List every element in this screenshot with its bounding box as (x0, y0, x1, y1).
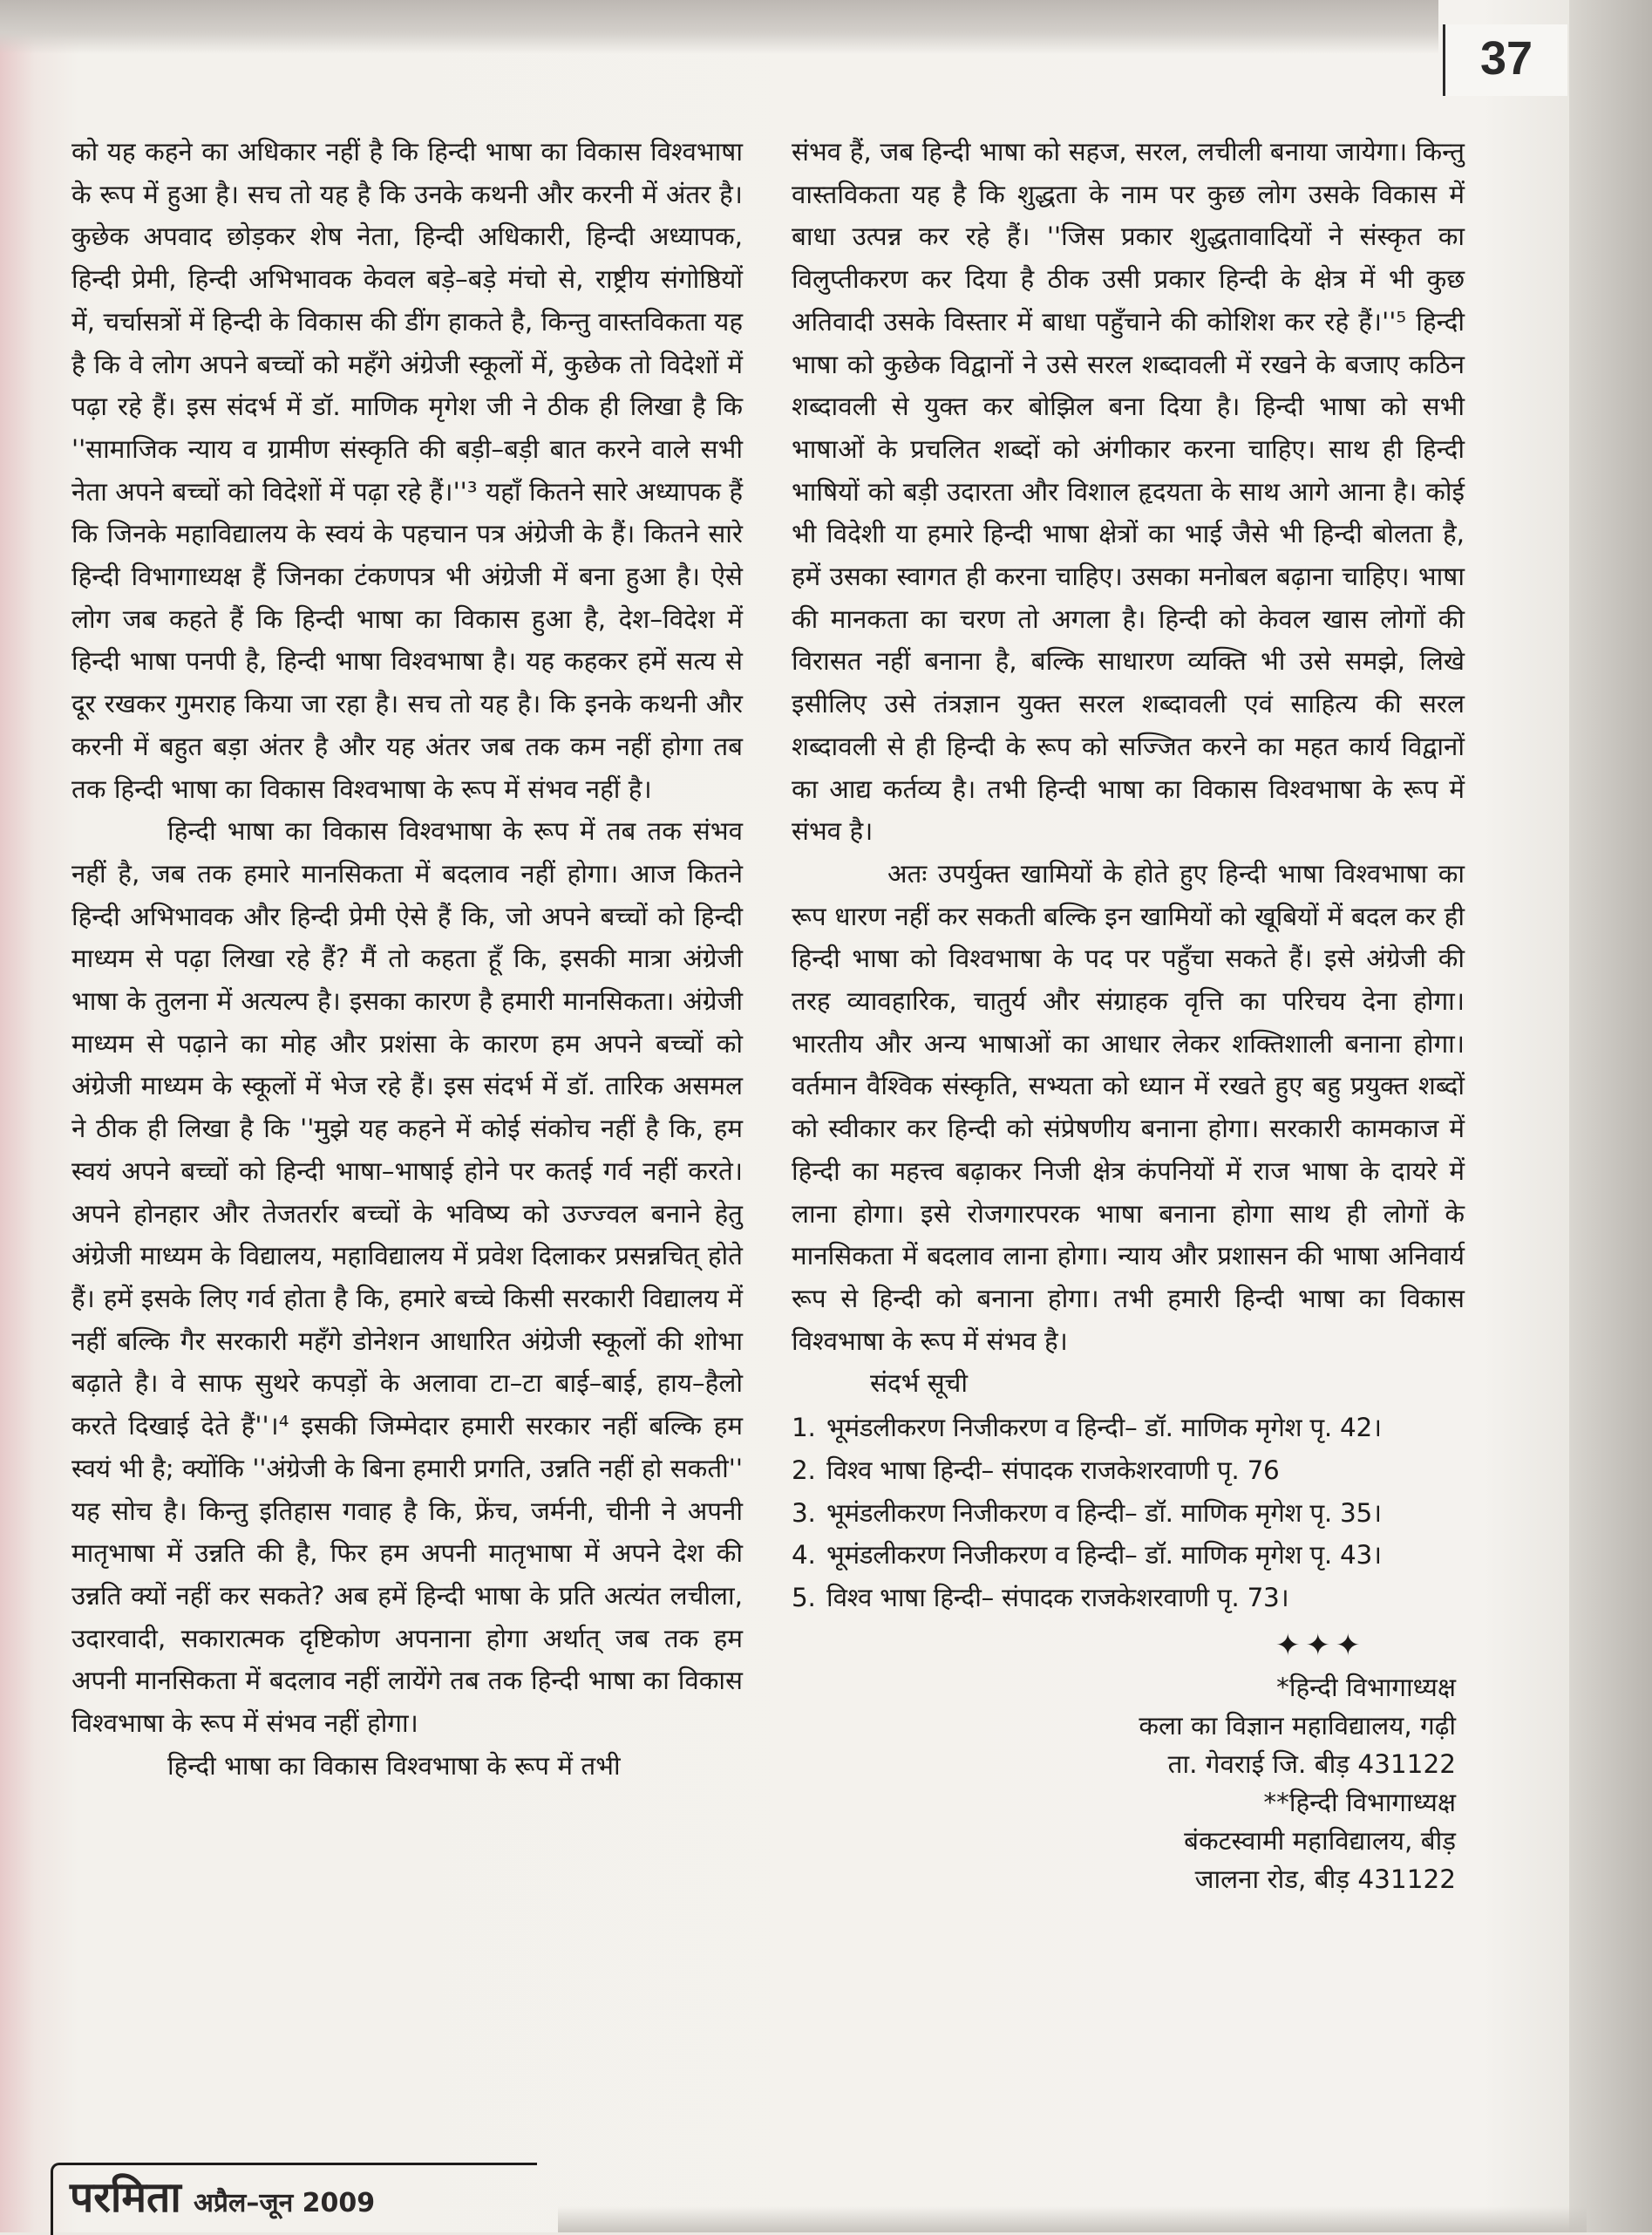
page-top-shadow (0, 0, 1438, 54)
reference-number: 2. (792, 1455, 816, 1485)
paragraph: अतः उपर्युक्त खामियों के होते हुए हिन्दी भाषा विश्वभाषा का रूप धारण नहीं कर सकती बल्कि इन खामियों को खूबियों में बदल कर ही हिन्दी भाषा को विश्वभाषा के पद पर पहुँचा सकते हैं। इसे अंग्रेजी की तरह व्यावहारिक, चातुर्य और संग्राहक वृत्ति का परिचय देना होगा। भारतीय और अन्य भाषाओं का आधार लेकर शक्तिशाली बनाना होगा। वर्तमान वैश्विक संस्कृति, सभ्यता को ध्यान में रखते हुए बहु प्रयुक्त शब्दों को स्वीकार कर हिन्दी को संप्रेषणीय बनाना होगा। सरकारी कामकाज में हिन्दी का महत्त्व बढ़ाकर निजी क्षेत्र कंपनियों में राज भाषा के दायरे में लाना होगा। इसे रोजगारपरक भाषा बनाना होगा साथ ही लोगों के मानसिकता में बदलाव लाना होगा। न्याय और प्रशासन की भाषा अनिवार्य रूप से हिन्दी को बनाना होगा। तभी हमारी हिन्दी भाषा का विकास विश्वभाषा के रूप में संभव है। (792, 858, 1465, 1356)
reference-number: 5. (792, 1582, 816, 1612)
reference-item (792, 1449, 1465, 1492)
page-bottom-shadow (558, 2206, 1587, 2232)
right-column (792, 131, 1465, 1898)
paragraph: संभव हैं, जब हिन्दी भाषा को सहज, सरल, लचीली बनाया जायेगा। किन्तु वास्तविकता यह है कि शुद्धता के नाम पर कुछ लोग उसके विकास में बाधा उत्पन्न कर रहे हैं। ''जिस प्रकार शुद्धतावादियों ने संस्कृत का विलुप्तीकरण कर दिया है ठीक उसी प्रकार हिन्दी के क्षेत्र में भी कुछ अतिवादी उसके विस्तार में बाधा पहुँचाने की कोशिश कर रहे हैं।''⁵ हिन्दी भाषा को कुछेक विद्वानों ने उसे सरल शब्दावली में रखने के बजाए कठिन शब्दावली से युक्त कर बोझिल बना दिया है। हिन्दी भाषा को सभी भाषाओं के प्रचलित शब्दों को अंगीकार करना चाहिए। साथ ही हिन्दी भाषियों को बड़ी उदारता और विशाल हृदयता के साथ आगे आना है। कोई भी विदेशी या हमारे हिन्दी भाषा क्षेत्रों का भाई जैसे भी हिन्दी बोलता है, हमें उसका स्वागत ही करना चाहिए। उसका मनोबल बढ़ाना चाहिए। भाषा की मानकता का चरण तो अगला है। हिन्दी को केवल खास लोगों की विरासत नहीं बनाना है, बल्कि साधारण व्यक्ति भी उसे समझे, लिखे इसीलिए उसे तंत्रज्ञान युक्त सरल शब्दावली एवं साहित्य की सरल शब्दावली से ही हिन्दी के रूप को सज्जित करने का महत कार्य विद्वानों का आद्य कर्तव्य है। तभी हिन्दी भाषा का विकास विश्वभाषा के रूप में संभव है। (792, 137, 1465, 847)
references-heading: संदर्भ सूची (870, 1368, 969, 1399)
page-right-edge (1569, 0, 1652, 2232)
reference-text: विश्व भाषा हिन्दी– संपादक राजकेशरवाणी पृ. 73। (826, 1582, 1289, 1612)
page-number-box (1443, 24, 1567, 96)
page-number: 37 (1479, 32, 1533, 85)
reference-number: 4. (792, 1540, 816, 1571)
reference-item (792, 1492, 1465, 1535)
reference-number: 1. (792, 1413, 816, 1443)
paragraph: हिन्दी भाषा का विकास विश्वभाषा के रूप में तभी (167, 1750, 621, 1781)
references-list (792, 1407, 1465, 1619)
affiliation-line: जालना रोड, बीड़ 431122 (1194, 1864, 1456, 1894)
affiliation-line: *हिन्दी विभागाध्यक्ष (1276, 1672, 1456, 1702)
affiliation-line: बंकटस्वामी महाविद्यालय, बीड़ (1184, 1825, 1456, 1856)
reference-text: भूमंडलीकरण निजीकरण व हिन्दी– डॉ. माणिक मृगेश पृ. 35। (826, 1497, 1382, 1528)
affiliation-line: **हिन्दी विभागाध्यक्ष (1263, 1787, 1456, 1817)
affiliation-line: ता. गेवराई जि. बीड़ 431122 (1167, 1748, 1456, 1779)
magazine-title: परमिता (70, 2173, 181, 2222)
issue-date: अप्रैल–जून 2009 (194, 2188, 376, 2218)
reference-text: विश्व भाषा हिन्दी– संपादक राजकेशरवाणी पृ. 76 (826, 1455, 1280, 1485)
reference-item (792, 1534, 1465, 1577)
section-separator: ✦✦✦ (1275, 1627, 1366, 1663)
footer-masthead (51, 2163, 539, 2232)
reference-item (792, 1577, 1465, 1619)
paragraph: को यह कहने का अधिकार नहीं है कि हिन्दी भाषा का विकास विश्वभाषा के रूप में हुआ है। सच तो यह है कि उनके कथनी और करनी में अंतर है। कुछेक अपवाद छोड़कर शेष नेता, हिन्दी अधिकारी, हिन्दी अध्यापक, हिन्दी प्रेमी, हिन्दी अभिभावक केवल बड़े–बड़े मंचो से, राष्ट्रीय संगोष्ठियों में, चर्चासत्रों में हिन्दी के विकास की डींग हाकते है, किन्तु वास्तविकता यह है कि वे लोग अपने बच्चों को महँगे अंग्रेजी स्कूलों में, कुछेक तो विदेशों में पढ़ा रहे हैं। इस संदर्भ में डॉ. माणिक मृगेश जी ने ठीक ही लिखा है कि ''सामाजिक न्याय व ग्रामीण संस्कृति की बड़ी–बड़ी बात करने वाले सभी नेता अपने बच्चों को विदेशों में पढ़ा रहे हैं।''³ यहाँ कितने सारे अध्यापक हैं कि जिनके महाविद्यालय के स्वयं के पहचान पत्र अंग्रेजी के हैं। कितने सारे हिन्दी विभागाध्यक्ष हैं जिनका टंकणपत्र भी अंग्रेजी में बना हुआ है। ऐसे लोग जब कहते हैं कि हिन्दी भाषा का विकास हुआ है, देश–विदेश में हिन्दी भाषा पनपी है, हिन्दी भाषा विश्वभाषा है। यह कहकर हमें सत्य से दूर रखकर गुमराह किया जा रहा है। सच तो यह है। कि इनके कथनी और करनी में बहुत बड़ा अंतर है और यह अंतर जब तक कम नहीं होगा तब तक हिन्दी भाषा का विकास विश्वभाषा के रूप में संभव नहीं है। (71, 137, 743, 804)
reference-number: 3. (792, 1497, 816, 1528)
left-column (71, 131, 743, 1787)
reference-text: भूमंडलीकरण निजीकरण व हिन्दी– डॉ. माणिक मृगेश पृ. 43। (826, 1540, 1382, 1571)
author-affiliations (792, 1668, 1465, 1898)
affiliation-line: कला का विज्ञान महाविद्यालय, गढ़ी (1139, 1710, 1456, 1741)
reference-text: भूमंडलीकरण निजीकरण व हिन्दी– डॉ. माणिक मृगेश पृ. 42। (826, 1413, 1382, 1443)
reference-item (792, 1407, 1465, 1449)
paragraph: हिन्दी भाषा का विकास विश्वभाषा के रूप में तब तक संभव नहीं है, जब तक हमारे मानसिकता में बदलाव नहीं होगा। आज कितने हिन्दी अभिभावक और हिन्दी प्रेमी ऐसे हैं कि, जो अपने बच्चों को हिन्दी माध्यम से पढ़ा लिखा रहे हैं? मैं तो कहता हूँ कि, इसकी मात्रा अंग्रेजी भाषा के तुलना में अत्यल्प है। इसका कारण है हमारी मानसिकता। अंग्रेजी माध्यम से पढ़ाने का मोह और प्रशंसा के कारण हम अपने बच्चों को अंग्रेजी माध्यम के स्कूलों में भेज रहे हैं। इस संदर्भ में डॉ. तारिक असमल ने ठीक ही लिखा है कि ''मुझे यह कहने में कोई संकोच नहीं है कि, हम स्वयं अपने बच्चों को हिन्दी भाषा–भाषाई होने पर कतई गर्व नहीं करते। अपने होनहार और तेजतर्रार बच्चों के भविष्य को उज्ज्वल बनाने हेतु अंग्रेजी माध्यम के विद्यालय, महाविद्यालय में प्रवेश दिलाकर प्रसन्नचित् होते हैं। हमें इसके लिए गर्व होता है कि, हमारे बच्चे किसी सरकारी विद्यालय में नहीं बल्कि गैर सरकारी महँगे डोनेशन आधारित अंग्रेजी स्कूलों की शोभा बढ़ाते है। वे साफ सुथरे कपड़ों के अलावा टा–टा बाई–बाई, हाय–हैलो करते दिखाई देते हैं''।⁴ इसकी जिम्मेदार हमारी सरकार नहीं बल्कि हम स्वयं भी है; क्योंकि ''अंग्रेजी के बिना हमारी प्रगति, उन्नति नहीं हो सकती'' यह सोच है। किन्तु इतिहास गवाह है कि, फ्रेंच, जर्मनी, चीनी ने अपनी मातृभाषा में उन्नति की है, फिर हम अपनी मातृभाषा में अपने देश की उन्नति क्यों नहीं कर सकते? अब हमें हिन्दी भाषा के प्रति अत्यंत लचीला, उदारवादी, सकारात्मक दृष्टिकोण अपनाना होगा अर्थात् जब तक हम अपनी मानसिकता में बदलाव नहीं लायेंगे तब तक हिन्दी भाषा का विकास विश्वभाषा के रूप में संभव नहीं होगा। (71, 816, 743, 1739)
